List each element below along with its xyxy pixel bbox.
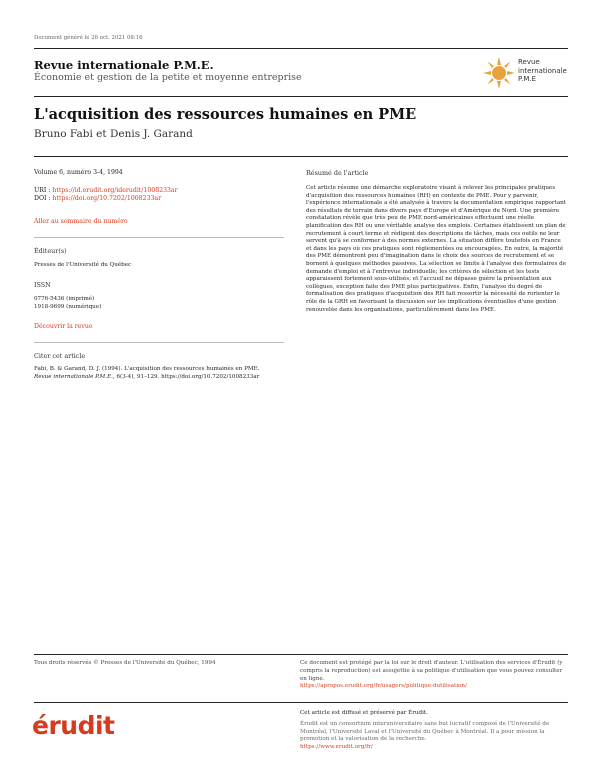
erudit-logo[interactable]: érudit: [32, 711, 115, 740]
erudit-link[interactable]: https://www.erudit.org/fr/: [300, 744, 373, 751]
issn-digital: 1918-9699 (numérique): [34, 303, 102, 310]
copyright-notice: Ce document est protégé par la loi sur le droit d'auteur. L'utilisation des services d'Érudit (y compris la reproduction) est assujettie à sa politique d'utilisation que vous pouvez consulter en ligne.: [300, 660, 563, 682]
left-divider: [34, 237, 284, 238]
footer-rule: [34, 654, 568, 655]
header-rule: [34, 48, 568, 49]
copyright-block: [300, 660, 568, 691]
citation-line-2: [34, 374, 292, 382]
summary-link[interactable]: Aller au sommaire du numéro: [34, 218, 128, 225]
discover-journal-link[interactable]: Découvrir la revue: [34, 323, 93, 330]
journal-title[interactable]: Revue internationale P.M.E.: [34, 58, 214, 72]
cite-divider: [34, 342, 284, 343]
doi-label: DOI :: [34, 195, 53, 203]
article-authors: Bruno Fabi et Denis J. Garand: [34, 128, 193, 140]
footer-rule-2: [34, 702, 568, 703]
doi-line: [34, 195, 284, 203]
consortium-text: Érudit est un consortium interuniversitaire sans but lucratif composé de l'Université de Montréal, l'Université Laval et l'Université du Québec à Montréal. Il a pour mission la promotion et la valorisation de la recherche.: [300, 720, 550, 743]
publisher-name: Presses de l'Université du Québec: [34, 262, 132, 268]
abstract-text: Cet article résume une démarche exploratoire visant à relever les principales pratiques d'acquisition des ressources humaines (RH) en contexte de PME. Pour y parvenir, l'expérience internationale a été analysée à travers la documentation empirique rapportant des résultats de terrain dans divers pays d'Europe et d'Amérique du Nord. Une première constatation révèle que très peu de PME nord-américaines effectuent une réelle planification des RH ou une véritable analyse des emplois. Certaines établissent un plan de recrutement à court terme et rédigent des descriptions de tâches, mais ces outils ne leur servent qu'à se conformer à des normes externes. La situation diffère toutefois en France et dans les pays où ces pratiques sont réglementées ou encouragées. En outre, la majorité des PME démontrent peu d'imagination dans le choix des sources de recrutement et se bornent à quelques méthodes passives. La sélection se limite à l'analyse des formulaires de demande d'emploi et à l'entrevue individuelle; les critères de sélection et les tests apparaissent fortement sous-utilisés; et l'accueil ne dépasse guère la présentation aux collègues, exception faite des PME plus participatives. Enfin, l'analyse du degré de formalisation des pratiques d'acquisition des RH fait ressortir la nécessité de rorienter le rôle de la GRH en favorisant la discussion sur les implications éventuelles d'une gestion renouvelée dans les organisations, particulièrement dans les PME.: [306, 185, 567, 313]
uri-label: URI :: [34, 187, 53, 194]
logo-line: Revue: [518, 58, 540, 66]
abstract-heading: Résumé de l'article: [306, 169, 369, 177]
authors-rule: [34, 156, 568, 157]
policy-link[interactable]: https://apropos.erudit.org/fr/usagers/politique-dutilisation/: [300, 683, 467, 690]
citation-text: [34, 366, 292, 381]
citation-line-1: Fabi, B. & Garand, D. J. (1994). L'acquisition des ressources humaines en PME.: [34, 366, 260, 372]
issn-heading: ISSN: [34, 281, 51, 289]
title-rule: [34, 96, 568, 97]
uri-link[interactable]: https://id.erudit.org/iderudit/1008233ar: [52, 187, 178, 194]
doi-link[interactable]: https://doi.org/10.7202/1008233ar: [52, 195, 162, 203]
volume: Volume 6, numéro 3-4, 1994: [34, 169, 123, 176]
article-title: L'acquisition des ressources humaines en PME: [34, 106, 417, 123]
rights-notice: Tous droits réservés © Presses de l'Université du Québec, 1994: [34, 660, 216, 666]
uri-line: [34, 187, 284, 195]
erudit-block: [300, 710, 568, 752]
publisher-heading: Éditeur(s): [34, 247, 67, 255]
citation-rest: , 6(3-4), 91–129. https://doi.org/10.7202/1008233ar: [112, 373, 260, 380]
generation-date: Document généré le 26 oct. 2021 08:16: [34, 35, 143, 41]
identifiers: [34, 187, 284, 204]
logo-line: internationale: [518, 66, 567, 75]
issn-list: [34, 296, 284, 311]
pme-sun-icon: [482, 56, 516, 90]
volume-info: [34, 169, 284, 177]
cite-heading: Citer cet article: [34, 352, 86, 360]
issn-print: 0776-5436 (imprimé): [34, 296, 95, 302]
journal-logo[interactable]: [478, 52, 574, 92]
citation-journal: Revue internationale P.M.E.: [34, 373, 113, 380]
diffused-notice: Cet article est diffusé et préservé par Érudit.: [300, 710, 428, 716]
journal-subtitle: Économie et gestion de la petite et moyenne entreprise: [34, 72, 302, 83]
logo-line: P.M.E: [518, 75, 537, 83]
